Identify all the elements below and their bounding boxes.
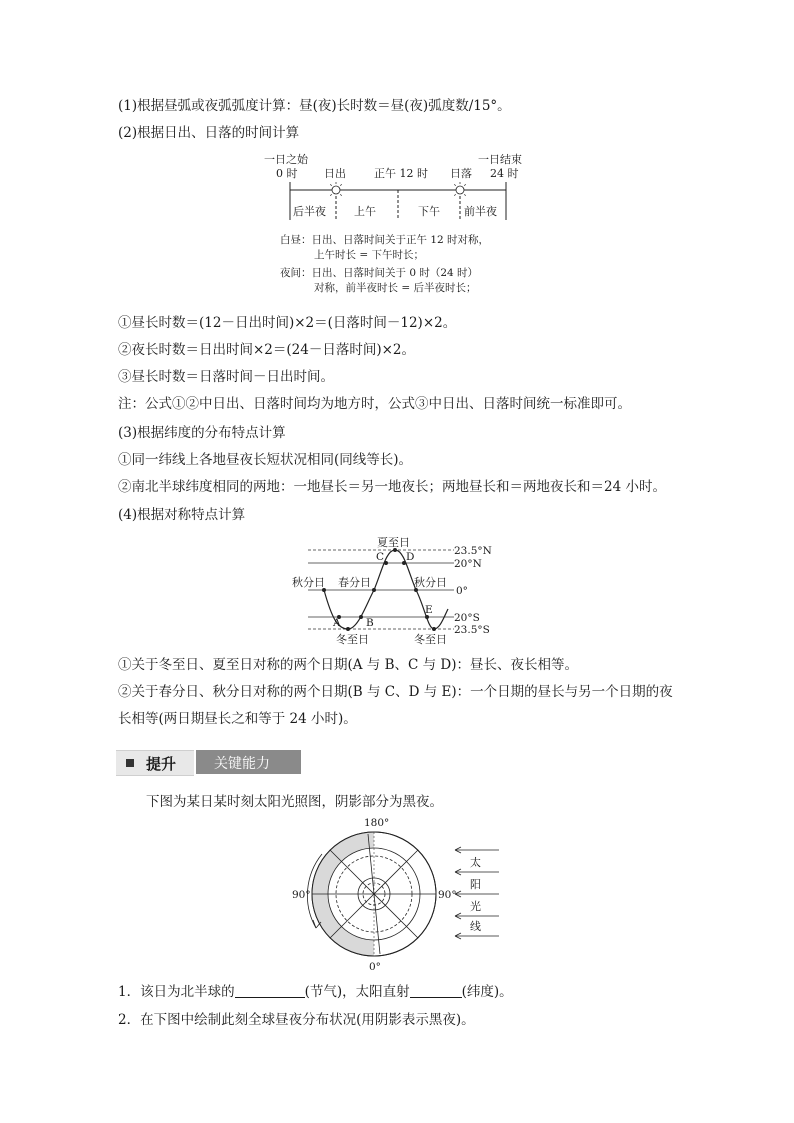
square-bullet-icon [126,759,134,767]
note-line-1: 白昼：日出、日落时间关于正午 12 时对称， [280,234,490,246]
label-lat-20N: 20°N [454,558,482,570]
label-lat-0: 0° [456,585,468,597]
label-180: 180° [364,817,390,829]
label-lat-23.5S: 23.5°S [454,624,490,636]
label-autumn-equinox-right: 秋分日 [414,576,447,589]
text-line-3: ①昼长时数＝(12－日出时间)×2＝(日落时间－12)×2。 [118,315,457,331]
text-line-2: (2)根据日出、日落的时间计算 [118,125,300,141]
point-C [384,561,388,565]
label-D: D [406,551,415,563]
text-line-8: ①同一纬线上各地昼夜长短状况相同(同线等长)。 [118,452,413,468]
point-winter-left [346,627,350,631]
note-line-4: 对称，前半夜时长 = 后半夜时长； [314,282,477,294]
point-B [359,615,363,619]
sun-char-4: 线 [470,920,481,933]
text-line-7: (3)根据纬度的分布特点计算 [118,425,286,441]
label-B: B [366,617,374,629]
banner-right-label: 关键能力 [214,756,270,772]
question-1 [118,983,513,1001]
sunrise-label: 日出 [324,167,346,180]
text-line-4: ②夜长时数＝日出时间×2＝(24－日落时间)×2。 [118,342,416,358]
polar-illumination-figure [288,816,508,974]
label-winter-solstice-right: 冬至日 [414,633,447,646]
end-of-day-label: 一日结束 [478,153,522,166]
label-90-right: 90° [438,889,457,901]
label-90-left: 90° [292,889,311,901]
label-summer-solstice: 夏至日 [377,536,410,549]
point-winter-right [432,627,436,631]
segment-afternoon: 下午 [418,205,440,218]
note-line-2: 上午时长 = 下午时长； [314,249,424,261]
start-of-day-label: 一日之始 [264,153,308,166]
note-line-3: 夜间：日出、日落时间关于 0 时（24 时） [280,267,479,279]
question-2: 2．在下图中绘制此刻全球昼夜分布状况(用阴影表示黑夜)。 [118,1012,475,1028]
label-winter-solstice-left: 冬至日 [336,633,369,646]
segment-morning: 上午 [354,205,376,218]
text-line-11: ①关于冬至日、夏至日对称的两个日期(A 与 B、C 与 D)：昼长、夜长相等。 [118,657,579,673]
banner-left [116,750,194,776]
banner-right [196,750,301,774]
label-lat-23.5N: 23.5°N [454,545,492,557]
intro-text: 下图为某日某时刻太阳光照图，阴影部分为黑夜。 [146,794,443,810]
sun-char-2: 阳 [470,878,481,891]
noon-label: 正午 12 时 [374,167,428,180]
section-banner [116,750,301,774]
text-line-5: ③昼长时数＝日落时间－日出时间。 [118,369,334,385]
question-1-part-c: (纬度)。 [461,984,513,1000]
text-line-13: 长相等(两日期昼长之和等于 24 小时)。 [118,711,357,727]
label-A: A [333,617,341,629]
sun-char-1: 太 [470,856,481,869]
subsolar-curve-figure [282,533,512,647]
time-24-label: 24 时 [490,167,519,180]
label-autumn-equinox-left: 秋分日 [292,576,325,589]
label-0: 0° [369,961,381,973]
day-timeline-figure [258,150,548,300]
banner-left-label: 提升 [146,755,177,773]
label-C: C [376,551,385,563]
sun-char-3: 光 [470,900,481,913]
answer-blank-latitude[interactable] [410,983,462,998]
answer-blank-solar-term[interactable] [235,983,305,998]
segment-late-night: 后半夜 [293,205,326,218]
segment-early-night: 前半夜 [464,205,497,218]
point-spring [372,588,376,592]
question-1-part-a: 1．该日为北半球的 [118,984,235,1000]
label-E: E [425,604,433,616]
text-line-9: ②南北半球纬度相同的两地：一地昼长＝另一地夜长；两地昼长和＝两地夜长和＝24 小时。 [118,479,666,495]
text-line-1: (1)根据昼弧或夜弧弧度计算：昼(夜)长时数＝昼(夜)弧度数/15°。 [118,98,511,114]
text-line-10: (4)根据对称特点计算 [118,507,246,523]
question-1-part-b: (节气)，太阳直射 [304,984,410,1000]
text-line-12: ②关于春分日、秋分日对称的两个日期(B 与 C、D 与 E)：一个日期的昼长与另一个日期的夜 [118,684,673,700]
time-0-label: 0 时 [276,167,298,180]
sunset-label: 日落 [450,167,472,180]
label-lat-20S: 20°S [454,612,480,624]
label-spring-equinox: 春分日 [338,576,371,589]
text-line-6: 注：公式①②中日出、日落时间均为地方时，公式③中日出、日落时间统一标准即可。 [118,396,631,412]
